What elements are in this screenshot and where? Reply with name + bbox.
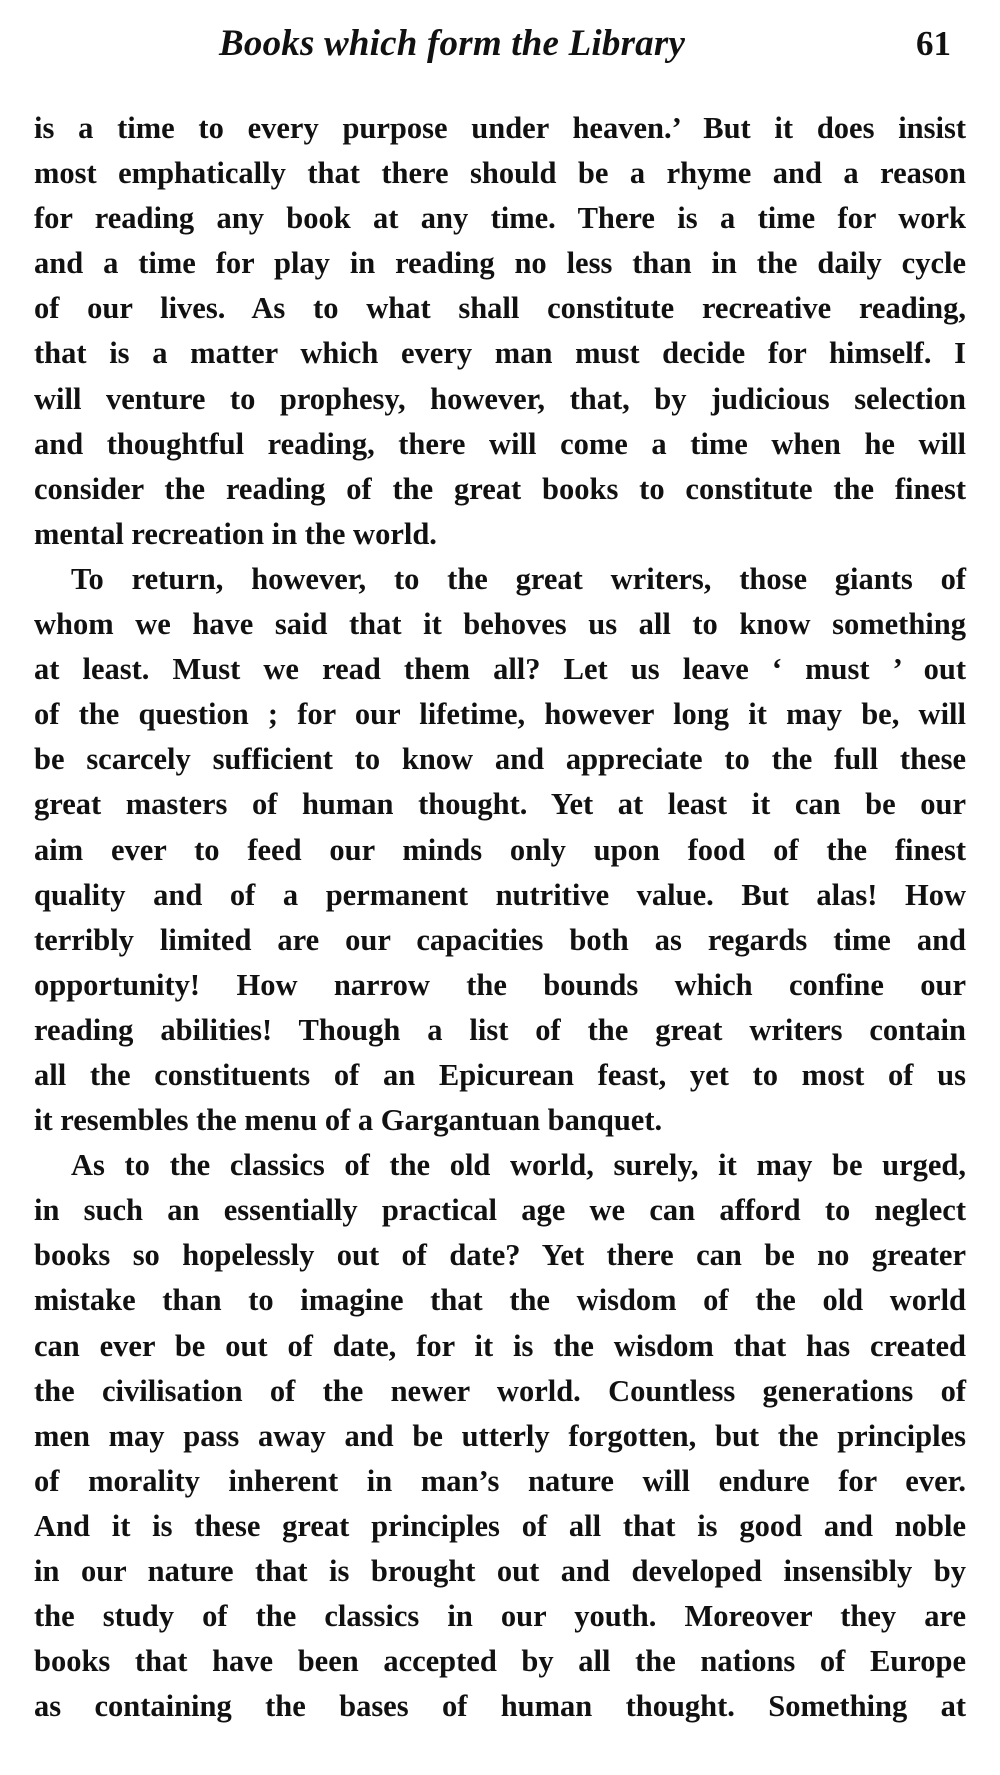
text-line: To return, however, to the great writers, those giants of [71, 561, 966, 596]
text-line: of our lives. As to what shall constitute recreative reading, [34, 291, 966, 326]
text-line: As to the classics of the old world, surely, it may be urged, [71, 1148, 966, 1183]
paragraph-2 [34, 557, 966, 1143]
running-title: Books which form the Library [219, 23, 686, 64]
text-line: most emphatically that there should be a rhyme and a reason [34, 156, 966, 191]
text-line: for reading any book at any time. There is a time for work [34, 201, 966, 236]
text-line: be scarcely sufficient to know and appreciate to the full these [34, 742, 966, 777]
text-line: great masters of human thought. Yet at least it can be our [34, 787, 966, 822]
text-line: whom we have said that it behoves us all to know something [34, 607, 966, 642]
text-line: can ever be out of date, for it is the wisdom that has created [34, 1328, 966, 1363]
text-line: men may pass away and be utterly forgotten, but the principles [34, 1418, 966, 1453]
paragraph-3 [34, 1143, 966, 1729]
text-line: that is a matter which every man must decide for himself. I [34, 336, 966, 371]
body-text [34, 106, 966, 1729]
text-line: is a time to every purpose under heaven.’ But it does insist [34, 111, 966, 145]
text-line: and thoughtful reading, there will come a time when he will [34, 426, 966, 461]
running-head [34, 16, 966, 76]
text-line: mistake than to imagine that the wisdom of the old world [34, 1283, 966, 1318]
text-line: of the question ; for our lifetime, however long it may be, will [34, 697, 966, 732]
text-line: as containing the bases of human thought. Something at [34, 1689, 966, 1724]
text-line: the civilisation of the newer world. Countless generations of [34, 1373, 966, 1408]
text-line: consider the reading of the great books to constitute the finest [34, 471, 966, 506]
text-line: aim ever to feed our minds only upon food of the finest [34, 832, 966, 867]
page-number: 61 [916, 24, 951, 63]
text-line: And it is these great principles of all that is good and noble [34, 1508, 966, 1543]
text-line: it resembles the menu of a Gargantuan banquet. [34, 1103, 663, 1138]
text-line: opportunity! How narrow the bounds which confine our [34, 967, 966, 1002]
text-line: terribly limited are our capacities both as regards time and [34, 922, 966, 957]
paragraph-1 [34, 106, 966, 557]
text-line: in our nature that is brought out and developed insensibly by [34, 1554, 966, 1588]
text-line: books so hopelessly out of date? Yet there can be no greater [34, 1238, 966, 1273]
text-line: the study of the classics in our youth. Moreover they are [34, 1599, 966, 1634]
text-line: books that have been accepted by all the nations of Europe [34, 1644, 966, 1679]
text-line: reading abilities! Though a list of the great writers contain [34, 1012, 966, 1047]
text-line: all the constituents of an Epicurean feast, yet to most of us [34, 1057, 966, 1092]
text-line: will venture to prophesy, however, that, by judicious selection [34, 381, 966, 416]
text-line: at least. Must we read them all? Let us leave ‘ must ’ out [34, 652, 966, 687]
text-line: and a time for play in reading no less than in the daily cycle [34, 246, 966, 281]
text-line: quality and of a permanent nutritive value. But alas! How [34, 877, 966, 912]
text-line: mental recreation in the world. [34, 516, 437, 551]
text-line: in such an essentially practical age we can afford to neglect [34, 1193, 966, 1228]
text-line: of morality inherent in man’s nature will endure for ever. [34, 1463, 966, 1498]
